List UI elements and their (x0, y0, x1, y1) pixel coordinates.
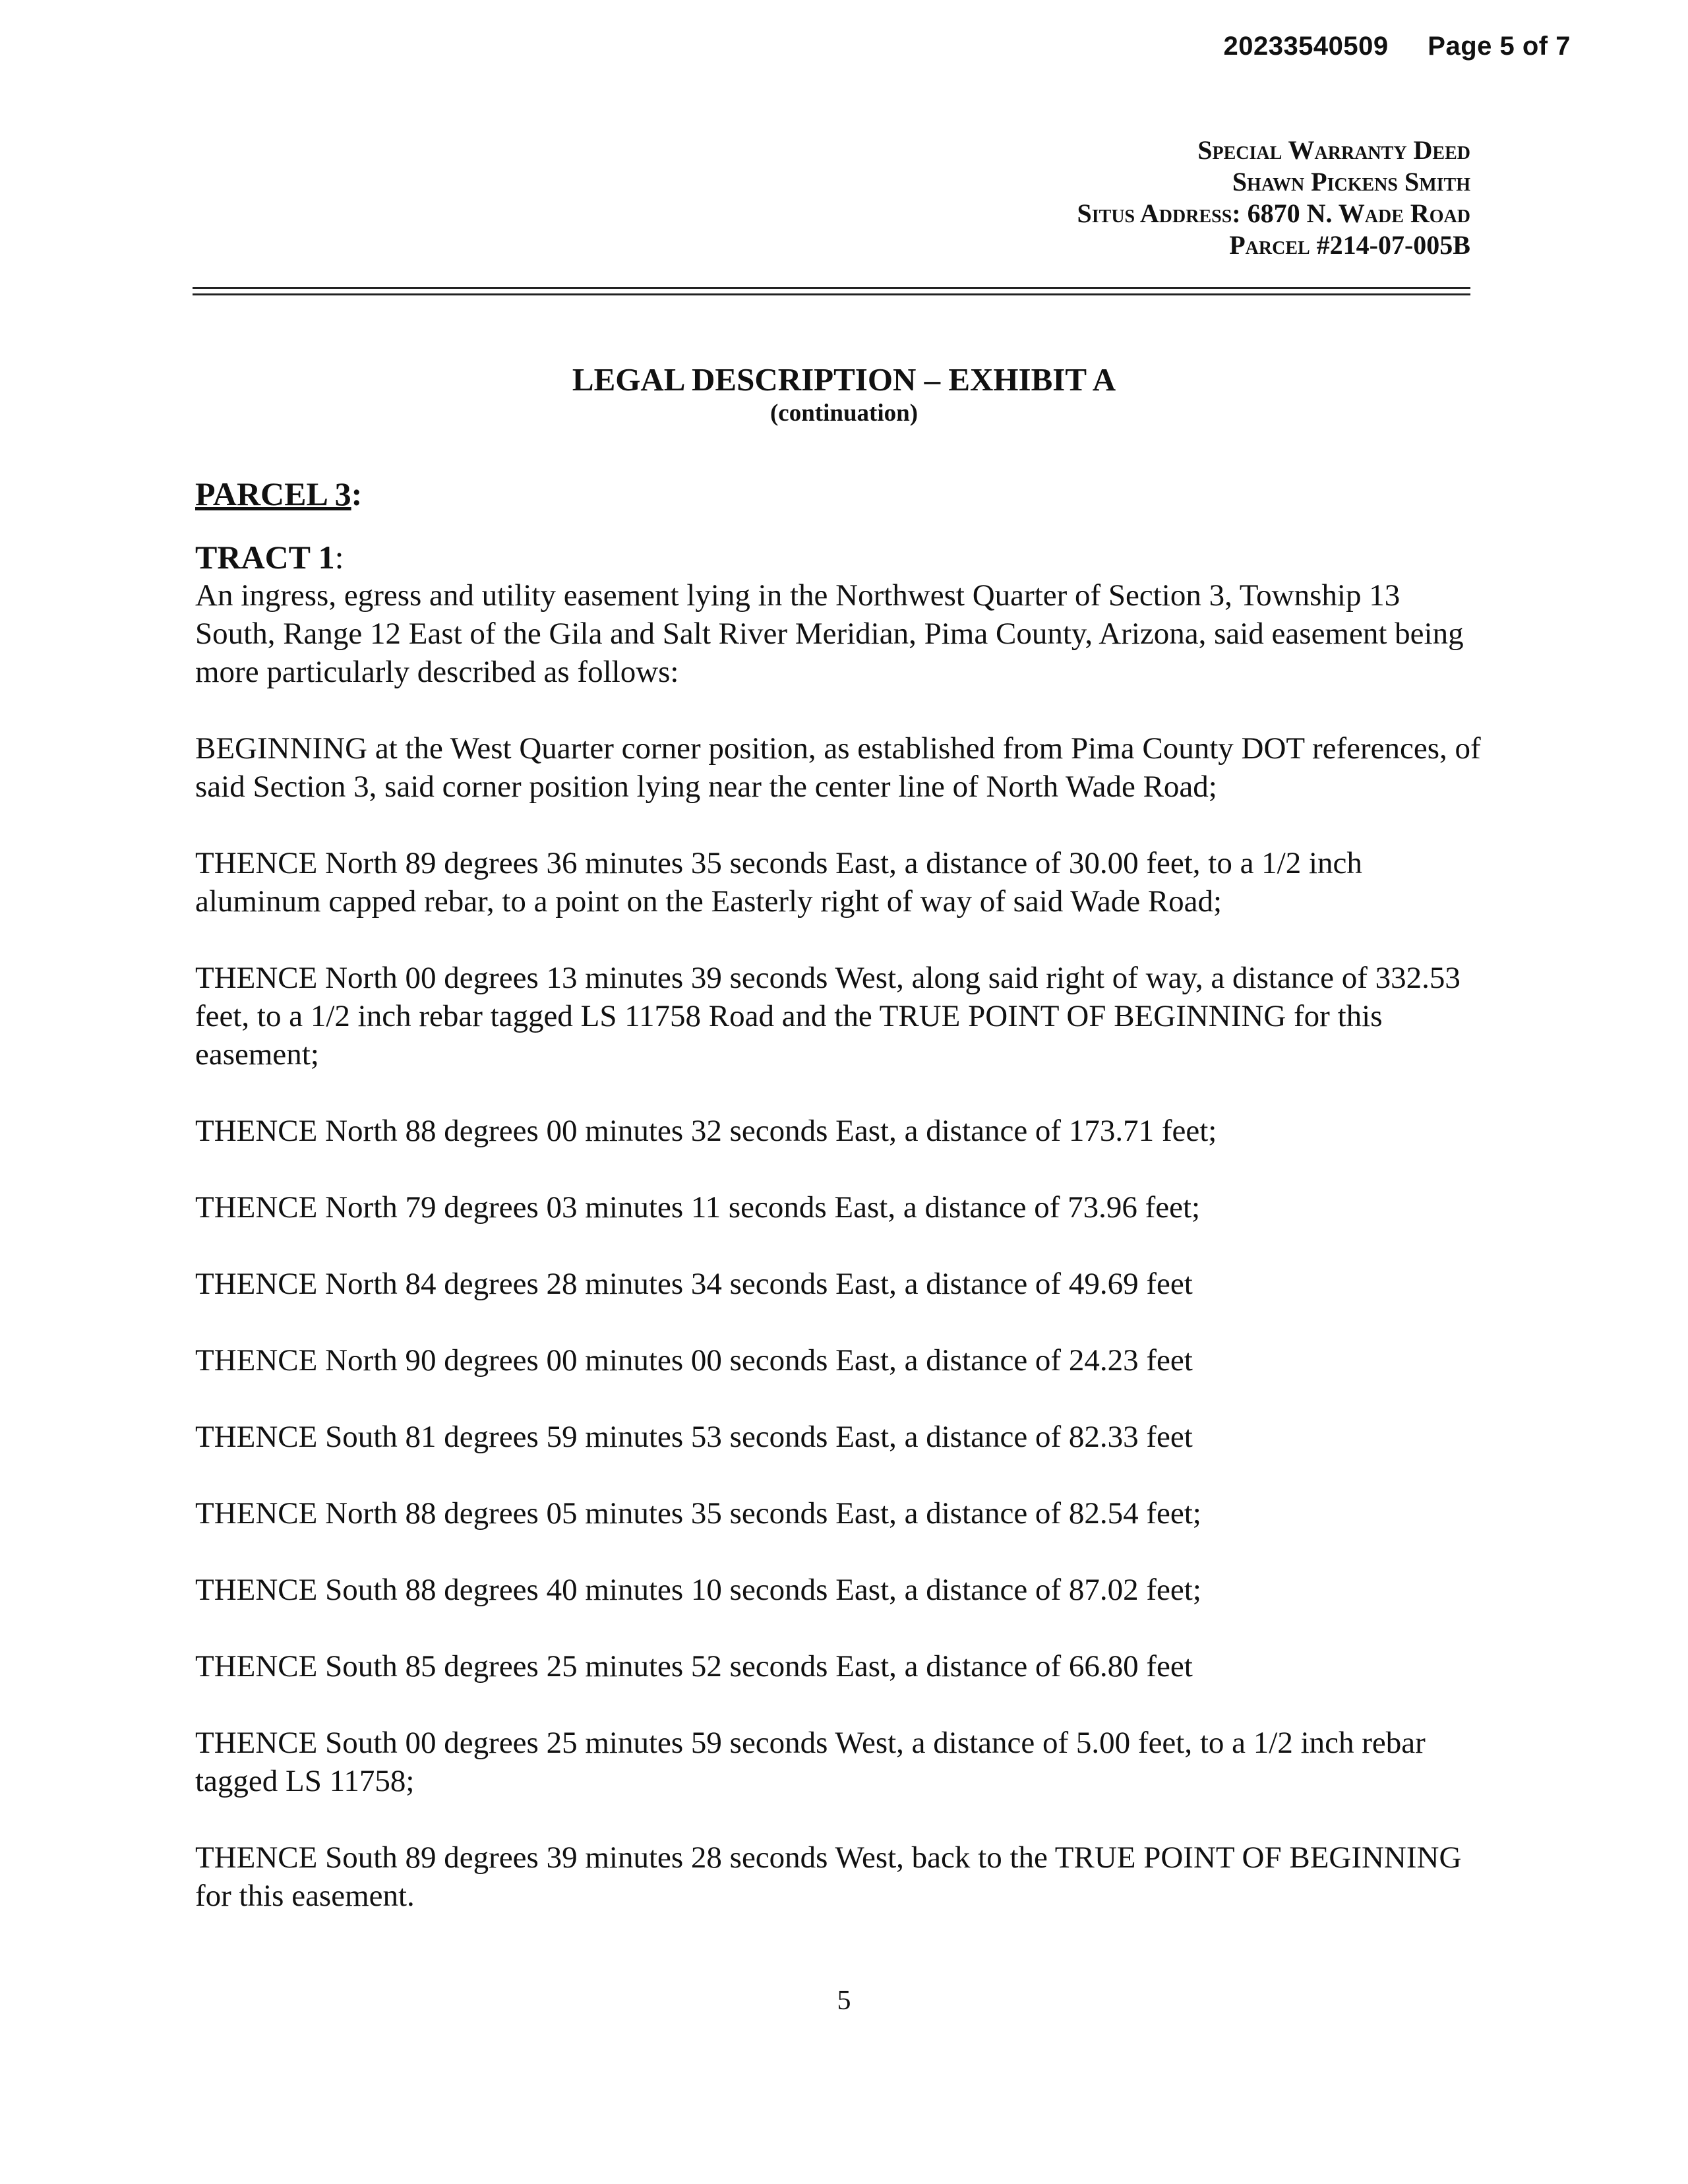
parcel-heading (195, 475, 1488, 513)
course-paragraph: THENCE North 00 degrees 13 minutes 39 seconds West, along said right of way, a distance of 332.53 feet, to a 1/2 inch rebar tagged LS 11758 Road and the TRUE POINT OF BEGINNING for this easement; (195, 961, 1461, 1072)
course-paragraph: THENCE North 88 degrees 05 minutes 35 seconds East, a distance of 82.54 feet; (195, 1496, 1201, 1531)
parcel-colon: : (351, 475, 363, 512)
legal-description-body (195, 475, 1488, 1953)
header-grantee: Shawn Pickens Smith (1232, 167, 1470, 197)
tract-colon: : (334, 539, 344, 576)
header-deed-type: Special Warranty Deed (1197, 135, 1470, 165)
course-paragraph: THENCE North 79 degrees 03 minutes 11 seconds East, a distance of 73.96 feet; (195, 1190, 1201, 1225)
course-paragraph: THENCE South 00 degrees 25 minutes 59 seconds West, a distance of 5.00 feet, to a 1/2 inch rebar tagged LS 11758; (195, 1726, 1426, 1798)
deed-header (1077, 135, 1470, 261)
course-paragraph: THENCE North 84 degrees 28 minutes 34 seconds East, a distance of 49.69 feet (195, 1267, 1193, 1301)
parcel-label: PARCEL 3 (195, 475, 351, 512)
course-paragraph: THENCE South 81 degrees 59 minutes 53 seconds East, a distance of 82.33 feet (195, 1420, 1193, 1454)
course-paragraph: THENCE South 85 degrees 25 minutes 52 seconds East, a distance of 66.80 feet (195, 1649, 1193, 1684)
course-paragraph: BEGINNING at the West Quarter corner position, as established from Pima County DOT references, of said Section 3, said corner position lying near the center line of North Wade Road; (195, 731, 1481, 804)
course-paragraph: THENCE South 89 degrees 39 minutes 28 seconds West, back to the TRUE POINT OF BEGINNING for this easement. (195, 1840, 1462, 1913)
header-divider-top (193, 287, 1470, 289)
header-divider-bottom (193, 293, 1470, 295)
page-number: 5 (837, 1986, 851, 2016)
exhibit-title (0, 361, 1688, 429)
course-paragraph: THENCE North 89 degrees 36 minutes 35 seconds East, a distance of 30.00 feet, to a 1/2 inch aluminum capped rebar, to a point on the Easterly right of way of said Wade Road; (195, 846, 1362, 919)
course-paragraph: THENCE South 88 degrees 40 minutes 10 seconds East, a distance of 87.02 feet; (195, 1573, 1201, 1607)
recording-page-label: Page 5 of 7 (1428, 32, 1571, 61)
recording-document-number: 20233540509 (1223, 32, 1389, 61)
recording-stamp (1223, 32, 1571, 61)
exhibit-title-sub: (continuation) (769, 400, 919, 427)
course-paragraph: THENCE North 90 degrees 00 minutes 00 seconds East, a distance of 24.23 feet (195, 1343, 1193, 1378)
easement-description: An ingress, egress and utility easement lying in the Northwest Quarter of Section 3, Township 13 South, Range 12 East of the Gila and Salt River Meridian, Pima County, Arizona, said easement being more particularly described as follows: (195, 578, 1464, 689)
tract-heading (195, 538, 1488, 576)
header-situs-address: Situs Address: 6870 N. Wade Road (1077, 198, 1470, 228)
exhibit-title-main: LEGAL DESCRIPTION – EXHIBIT A (572, 361, 1116, 398)
tract-label: TRACT 1 (195, 539, 335, 576)
course-paragraph: THENCE North 88 degrees 00 minutes 32 seconds East, a distance of 173.71 feet; (195, 1114, 1217, 1148)
header-parcel-number: Parcel #214-07-005B (1229, 230, 1470, 260)
